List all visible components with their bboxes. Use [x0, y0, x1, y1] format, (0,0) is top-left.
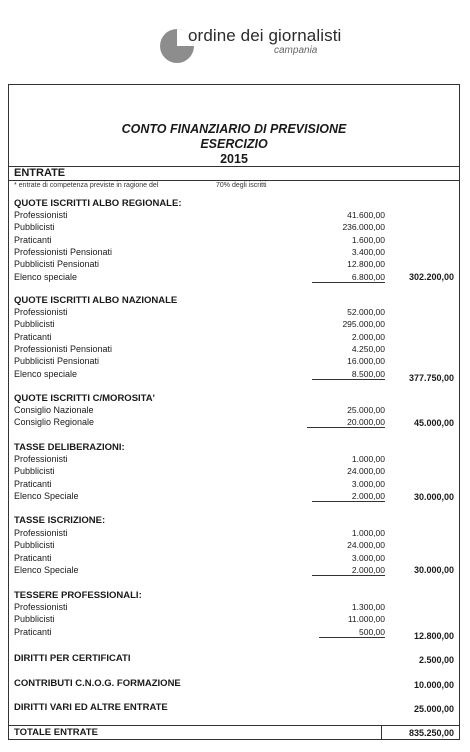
row-label: Pubblicisti Pensionati — [14, 259, 100, 270]
logo-subtitle: campania — [274, 45, 318, 56]
grand-total-label: TOTALE ENTRATE — [14, 727, 98, 738]
row-value: 500,00 — [319, 627, 385, 638]
row-value: 41.600,00 — [347, 210, 385, 220]
row-value: 2.000,00 — [312, 491, 385, 502]
row-label: Pubblicisti — [14, 319, 55, 330]
section-total: 302.200,00 — [408, 272, 454, 282]
document-year: 2015 — [220, 152, 248, 166]
row-value: 24.000,00 — [347, 466, 385, 477]
row-label: Professionisti — [14, 602, 68, 612]
section-title: QUOTE ISCRITTI C/MOROSITA' — [14, 393, 155, 404]
row-label: Pubblicisti — [14, 466, 55, 477]
row-label: Professionisti — [14, 307, 68, 317]
row-label: Professionisti Pensionati — [14, 246, 113, 257]
divider — [9, 180, 459, 181]
row-value: 24.000,00 — [347, 540, 385, 551]
logo-title: ordine dei giornalisti — [188, 26, 342, 45]
row-label: Praticanti — [14, 331, 52, 342]
single-entry-title: CONTRIBUTI C.N.O.G. FORMAZIONE — [14, 678, 181, 689]
section-total: 45.000,00 — [413, 418, 454, 428]
row-label: Pubblicisti — [14, 222, 55, 233]
row-value: 2.000,00 — [351, 331, 385, 342]
row-label: Elenco speciale — [14, 271, 78, 282]
row-value: 3.000,00 — [351, 552, 385, 563]
row-value: 6.800,00 — [312, 272, 385, 283]
entrate-note: * entrate di competenza previste in ragione del — [14, 182, 159, 189]
row-label: Praticanti — [14, 478, 52, 489]
grand-total-value: 835.250,00 — [408, 728, 454, 738]
row-label: Praticanti — [14, 234, 52, 245]
row-value: 236.000,00 — [342, 222, 385, 233]
single-entry-total: 2.500,00 — [418, 655, 454, 665]
row-label: Professionisti — [14, 528, 68, 538]
section-title: TASSE DELIBERAZIONI: — [14, 442, 125, 453]
single-entry-title: DIRITTI PER CERTIFICATI — [14, 653, 131, 664]
section-title: TASSE ISCRIZIONE: — [14, 515, 106, 526]
row-value: 12.800,00 — [347, 259, 385, 270]
row-label: Elenco Speciale — [14, 564, 79, 575]
document-title: CONTO FINANZIARIO DI PREVISIONE — [121, 122, 347, 136]
section-title: TESSERE PROFESSIONALI: — [14, 590, 142, 601]
entrate-note-percentage: 70% degli iscritti — [216, 182, 267, 189]
row-label: Praticanti — [14, 552, 52, 563]
row-value: 1.600,00 — [351, 234, 385, 245]
section-title: QUOTE ISCRITTI ALBO REGIONALE: — [14, 198, 182, 209]
section-total: 377.750,00 — [408, 373, 454, 383]
row-value: 16.000,00 — [347, 356, 385, 367]
row-label: Pubblicisti — [14, 540, 55, 551]
row-label: Pubblicisti Pensionati — [14, 356, 100, 367]
section-total: 12.800,00 — [413, 631, 454, 641]
row-value: 3.400,00 — [351, 246, 385, 257]
row-label: Consiglio Regionale — [14, 417, 95, 428]
row-value: 295.000,00 — [342, 319, 385, 330]
row-value: 8.500,00 — [312, 369, 385, 380]
row-label: Professionisti — [14, 454, 68, 464]
row-value: 25.000,00 — [347, 405, 385, 415]
entrate-heading: ENTRATE — [14, 167, 66, 179]
row-value: 20.000,00 — [307, 417, 385, 428]
document-subtitle: ESERCIZIO — [200, 137, 268, 151]
section-title: QUOTE ISCRITTI ALBO NAZIONALE — [14, 295, 178, 306]
row-label: Elenco speciale — [14, 368, 78, 379]
row-value: 52.000,00 — [347, 307, 385, 317]
row-label: Professionisti — [14, 210, 68, 220]
document-header — [9, 85, 459, 167]
row-value: 1.300,00 — [351, 602, 385, 612]
row-label: Pubblicisti — [14, 614, 55, 625]
logo — [158, 24, 358, 68]
single-entry-total: 10.000,00 — [413, 680, 454, 690]
single-entry-total: 25.000,00 — [413, 704, 454, 714]
row-value: 11.000,00 — [347, 614, 385, 625]
row-label: Consiglio Nazionale — [14, 405, 94, 415]
row-value: 2.000,00 — [312, 565, 385, 576]
row-label: Elenco Speciale — [14, 490, 79, 501]
section-total: 30.000,00 — [413, 492, 454, 502]
row-label: Professionisti Pensionati — [14, 343, 113, 354]
row-label: Praticanti — [14, 626, 52, 637]
single-entry-title: DIRITTI VARI ED ALTRE ENTRATE — [14, 702, 168, 713]
row-value: 1.000,00 — [351, 454, 385, 464]
row-value: 1.000,00 — [351, 528, 385, 538]
budget-table — [8, 84, 460, 740]
row-value: 3.000,00 — [351, 478, 385, 489]
row-value: 4.250,00 — [351, 343, 385, 354]
section-total: 30.000,00 — [413, 565, 454, 575]
